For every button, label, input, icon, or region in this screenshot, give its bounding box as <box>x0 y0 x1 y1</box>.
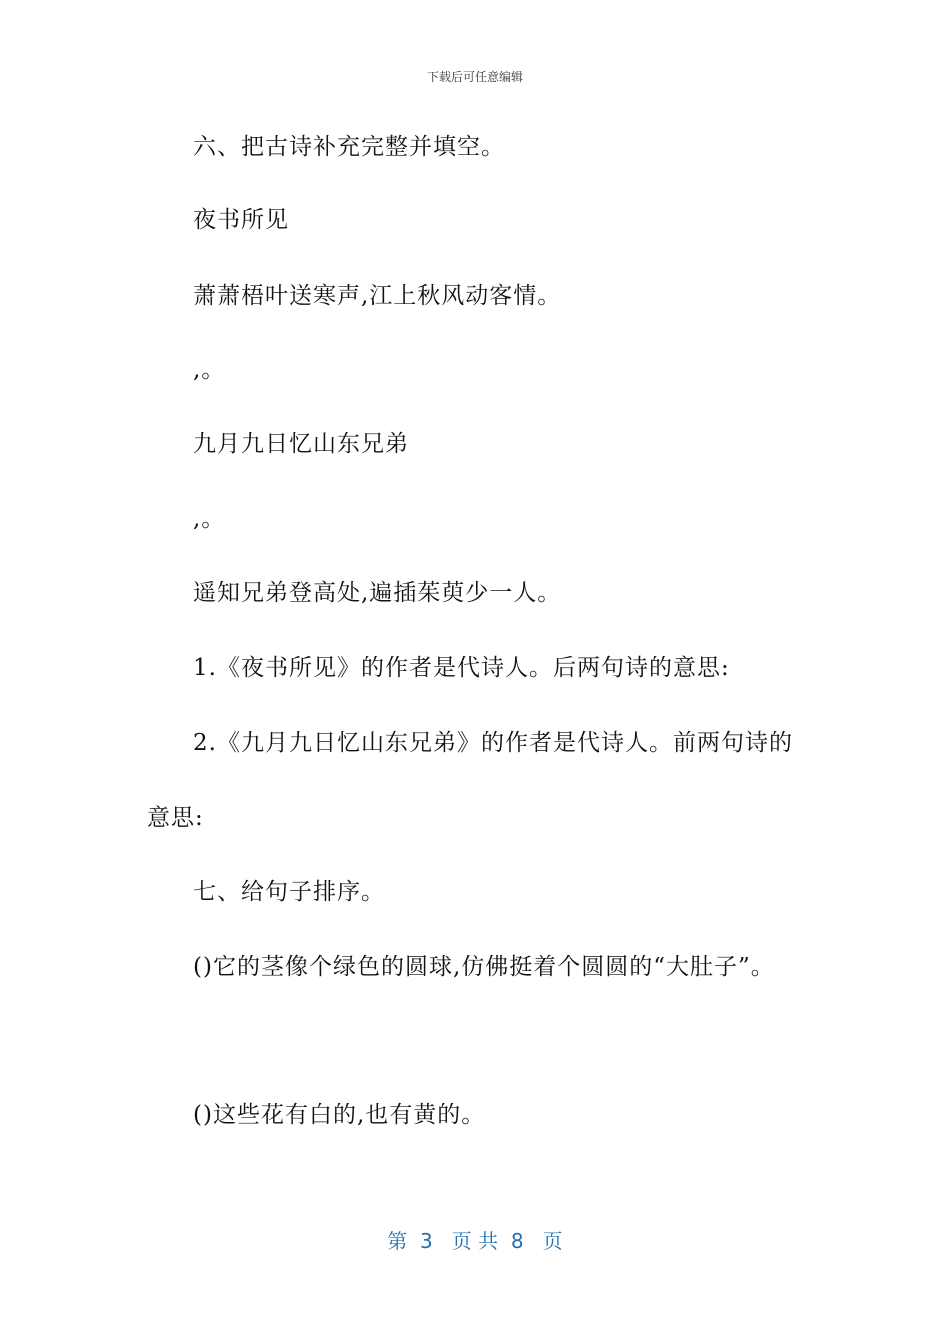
poem-title-jiu-yue-jiu-ri: 九月九日忆山东兄弟 <box>193 431 409 457</box>
question-2: 2.《九月九日忆山东兄弟》的作者是代诗人。前两句诗的 <box>193 730 793 756</box>
page-footer: 第 3 页 共 8 页 <box>387 1229 563 1253</box>
ordering-sentence: ()它的茎像个绿色的圆球,仿佛挺着个圆圆的“大肚子”。 <box>193 954 775 980</box>
section-seven-heading: 七、给句子排序。 <box>193 879 385 905</box>
poem-line: 萧萧梧叶送寒声,江上秋风动客情。 <box>193 283 562 309</box>
blank-poem-line: ,。 <box>193 506 226 532</box>
question-1: 1.《夜书所见》的作者是代诗人。后两句诗的意思: <box>193 655 730 681</box>
poem-title-ye-shu-suo-jian: 夜书所见 <box>193 207 289 233</box>
blank-poem-line: ,。 <box>193 357 226 383</box>
ordering-sentence: ()这些花有白的,也有黄的。 <box>193 1102 486 1128</box>
poem-line: 遥知兄弟登高处,遍插茱萸少一人。 <box>193 580 562 606</box>
section-six-heading: 六、把古诗补充完整并填空。 <box>193 134 505 160</box>
header-note: 下载后可任意编辑 <box>426 70 523 84</box>
question-2-continuation: 意思: <box>147 805 204 831</box>
